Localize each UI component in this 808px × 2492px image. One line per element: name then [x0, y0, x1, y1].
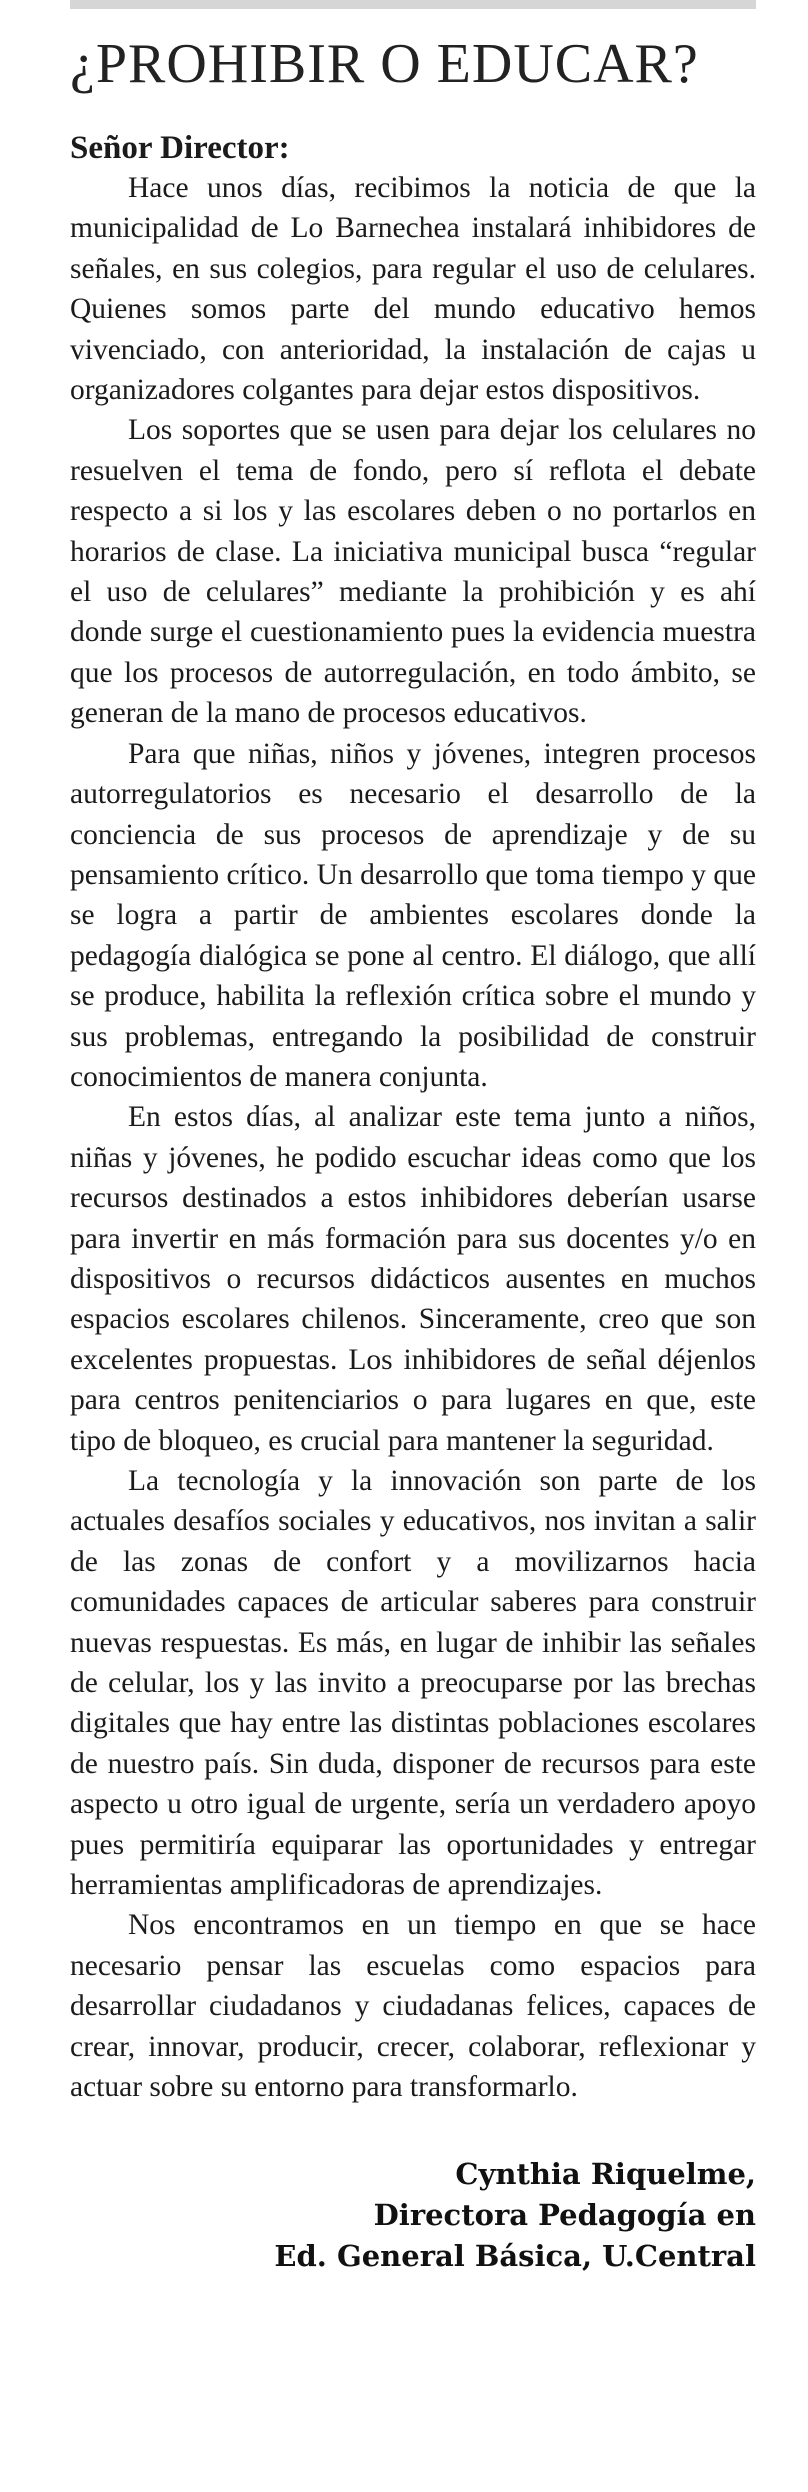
- signature-name: Cynthia Riquelme,: [455, 2156, 756, 2191]
- letter-column: [70, 30, 756, 2277]
- signature-institution: Ed. General Básica, U.Central: [274, 2238, 756, 2273]
- paragraph: Nos encontramos en un tiempo en que se hace necesario pensar las escuelas como espacios para desarrollar ciudadanos y ciudadanas felices, capaces de crear, innovar, producir, crecer, colaborar, reflexionar y actuar sobre su entorno para transformarlo.: [70, 1909, 756, 2104]
- paragraph: La tecnología y la innovación son parte de los actuales desafíos sociales y educativos, nos invitan a salir de las zonas de confort y a movilizarnos hacia comunidades capaces de articular saberes para construir nuevas respuestas. Es más, en lugar de inhibir las señales de celular, los y las invito a preocuparse por las brechas digitales que hay entre las distintas poblaciones escolares de nuestro país. Sin duda, disponer de recursos para este aspecto u otro igual de urgente, sería un verdadero apoyo pues permitiría equiparar las oportunidades y entregar herramientas amplificadoras de aprendizajes.: [70, 1465, 756, 1902]
- headline: ¿PROHIBIR O EDUCAR?: [70, 33, 699, 95]
- paragraph: En estos días, al analizar este tema junto a niños, niñas y jóvenes, he podido escuchar ideas como que los recursos destinados a estos inhibidores deberían usarse para invertir en más formación para sus docentes y/o en dispositivos o recursos didácticos ausentes en muchos espacios escolares chilenos. Sinceramente, creo que son excelentes propuestas. Los inhibidores de señal déjenlos para centros penitenciarios o para lugares en que, este tipo de bloqueo, es crucial para mantener la seguridad.: [70, 1101, 756, 1457]
- top-divider: [70, 0, 756, 9]
- signature-block: [70, 2154, 756, 2277]
- paragraph: Hace unos días, recibimos la noticia de que la municipalidad de Lo Barnechea instalará inhibidores de señales, en sus colegios, para regular el uso de celulares. Quienes somos parte del mundo educativo hemos vivenciado, con anterioridad, la instalación de cajas u organizadores colgantes para dejar estos dispositivos.: [70, 172, 756, 407]
- salutation: Señor Director:: [70, 130, 290, 166]
- paragraph: Los soportes que se usen para dejar los celulares no resuelven el tema de fondo, pero sí reflota el debate respecto a si los y las escolares deben o no portarlos en horarios de clase. La iniciativa municipal busca “regular el uso de celulares” mediante la prohibición y es ahí donde surge el cuestionamiento pues la evidencia muestra que los procesos de autorregulación, en todo ámbito, se generan de la mano de procesos educativos.: [70, 414, 756, 730]
- paragraph: Para que niñas, niños y jóvenes, integren procesos autorregulatorios es necesario el desarrollo de la conciencia de sus procesos de aprendizaje y de su pensamiento crítico. Un desarrollo que toma tiempo y que se logra a partir de ambientes escolares donde la pedagogía dialógica se pone al centro. El diálogo, que allí se produce, habilita la reflexión crítica sobre el mundo y sus problemas, entregando la posibilidad de construir conocimientos de manera conjunta.: [70, 737, 756, 1093]
- letter-body: [70, 168, 756, 2108]
- signature-role: Directora Pedagogía en: [373, 2197, 756, 2232]
